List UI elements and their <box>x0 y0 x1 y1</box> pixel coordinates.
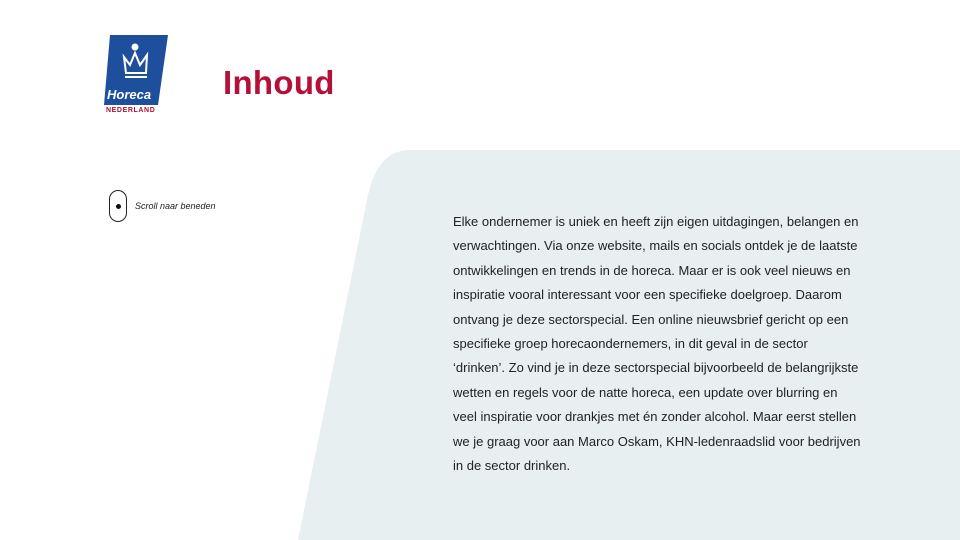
intro-paragraph: Elke ondernemer is uniek en heeft zijn eigen uitdagingen, belangen en verwachtingen. Via onze website, mails en socials ontdek je de laatste ontwikkelingen en trends in de horeca. Maar er is ook veel nieuws en inspiratie vooral interessant voor een specifieke doelgroep. Daarom ontvang je deze sectorspecial. Een online nieuwsbrief gericht op een specifieke groep horecaondernemers, in dit geval in de sector ‘drinken’. Zo vind je in deze sectorspecial bijvoorbeeld de belangrijkste wetten en regels voor de natte horeca, een update over blurring en veel inspiratie voor drankjes met én zonder alcohol. Maar eerst stellen we je graag voor aan Marco Oskam, KHN-ledenraadslid voor bedrijven in de sector drinken. <box>453 214 861 474</box>
scroll-label: Scroll naar beneden <box>135 201 216 211</box>
page-title: Inhoud <box>223 64 335 101</box>
horeca-nederland-logo <box>104 33 170 117</box>
scroll-down-hint[interactable] <box>109 189 216 223</box>
logo-caption: NEDERLAND <box>106 107 156 114</box>
mouse-scroll-icon <box>109 190 127 222</box>
mouse-wheel-dot <box>116 204 121 209</box>
svg-text:Horeca: Horeca <box>107 87 152 102</box>
